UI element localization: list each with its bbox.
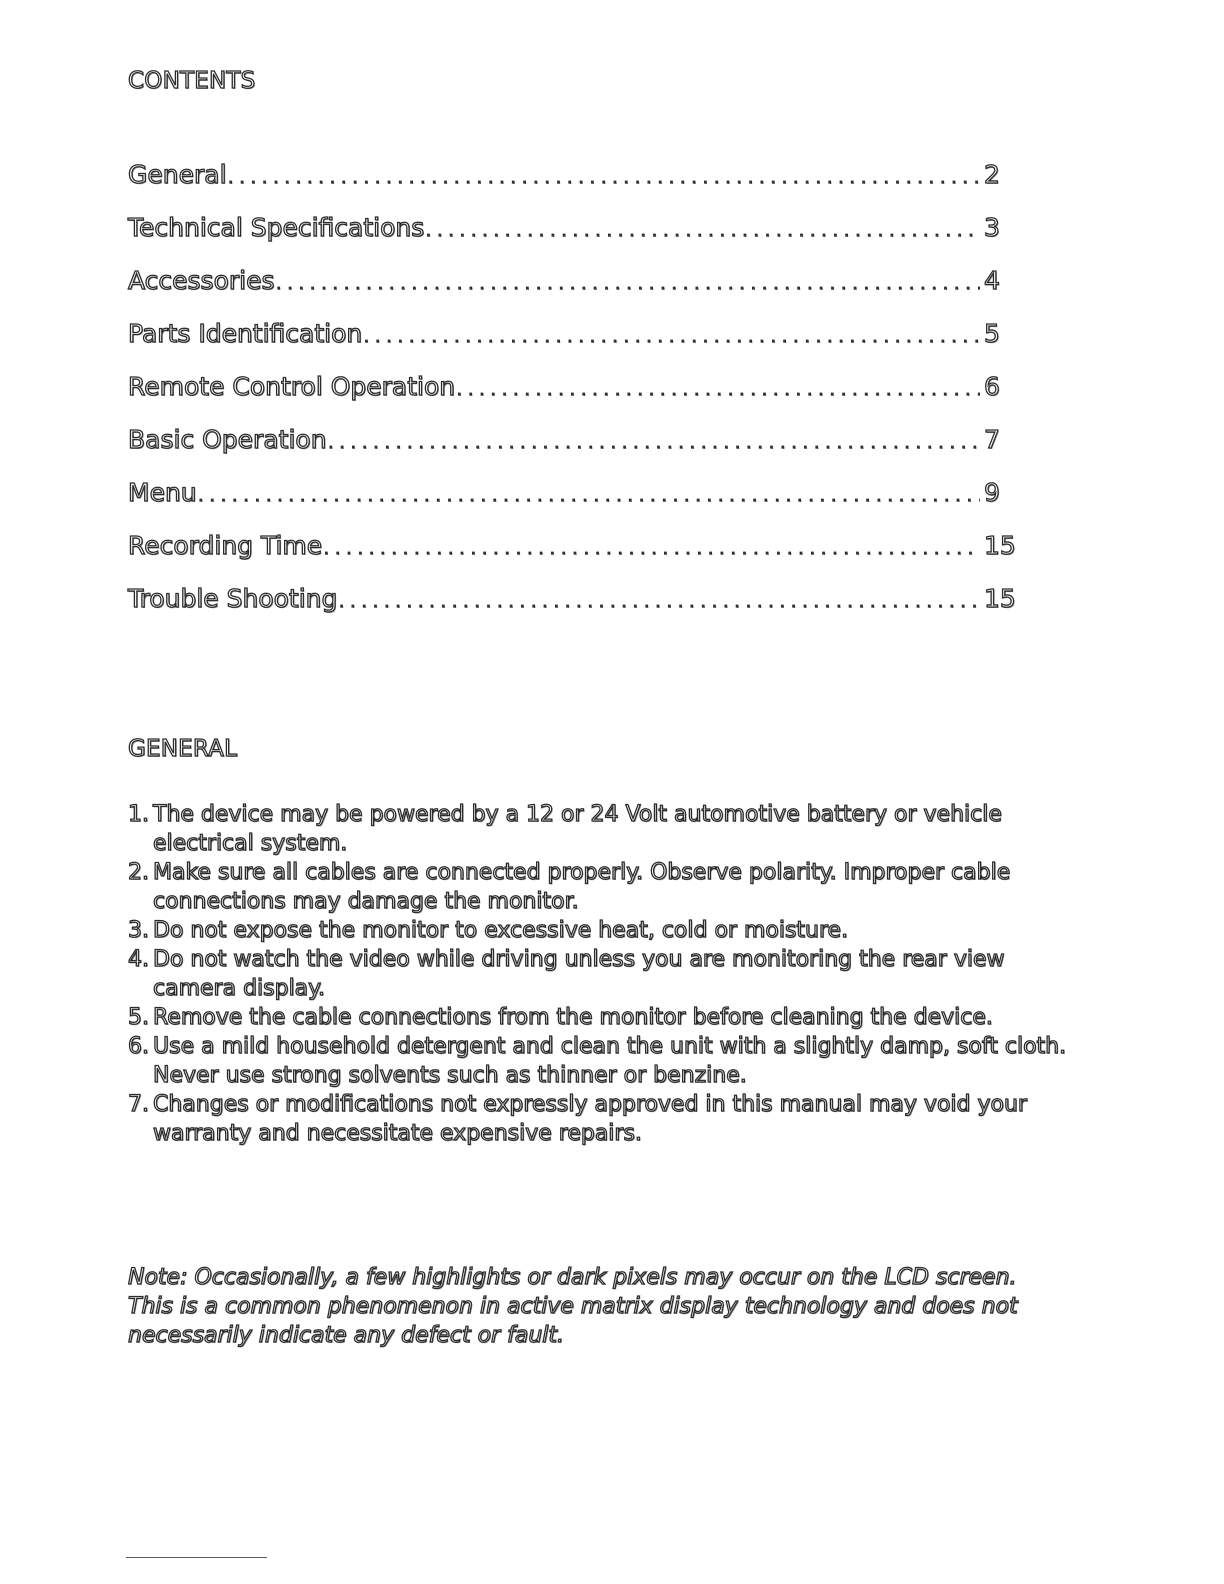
toc-entry-title: Remote Control Operation [128,372,456,401]
toc-entry-title: Parts Identification [128,319,363,348]
toc-entry-title: General [128,160,227,189]
toc-dot-leader [229,171,980,187]
list-item-text: Do not watch the video while driving unless you are monitoring the rear view camera display. [153,947,1005,1001]
list-item-text: The device may be powered by a 12 or 24 Volt automotive battery or vehicle electrical system. [153,802,1002,856]
toc-entry-title: Menu [128,478,197,507]
list-item-number: 1. [128,802,149,827]
toc-entry[interactable] [128,372,1018,425]
contents-heading: CONTENTS [128,68,256,94]
toc-entry-page: 5 [984,319,1000,348]
toc-entry-title: Basic Operation [128,425,327,454]
table-of-contents [128,160,1018,637]
toc-entry[interactable] [128,478,1018,531]
list-item [128,916,1088,945]
toc-entry-title: Recording Time [128,531,323,560]
toc-entry-title: Technical Specifications [128,213,425,242]
toc-entry[interactable] [128,160,1018,213]
toc-entry[interactable] [128,531,1018,584]
note-line: necessarily indicate any defect or fault. [128,1323,564,1348]
note-line: This is a common phenomenon in active matrix display technology and does not [128,1294,1018,1319]
toc-entry-page: 6 [984,372,1000,401]
general-instructions-list [128,800,1088,1148]
toc-entry-page: 2 [984,160,1000,189]
list-item-number: 5. [128,1005,149,1030]
toc-dot-leader [329,436,980,452]
list-item-number: 3. [128,918,149,943]
list-item-text: Make sure all cables are connected properly. Observe polarity. Improper cable connections may damage the monitor. [153,860,1011,914]
toc-dot-leader [364,330,980,346]
toc-entry-title: Accessories [128,266,275,295]
list-item [128,945,1088,1003]
list-item [128,1090,1088,1148]
general-heading: GENERAL [128,736,238,762]
list-item-number: 2. [128,860,149,885]
toc-entry-page: 7 [984,425,1000,454]
list-item-number: 6. [128,1034,149,1059]
list-item [128,800,1088,858]
list-item [128,1032,1088,1090]
toc-entry-page: 15 [984,584,1016,613]
list-item-text: Use a mild household detergent and clean the unit with a slightly damp, soft cloth. Never use strong solvents such as thinner or benzine. [153,1034,1067,1088]
toc-entry-page: 9 [984,478,1000,507]
toc-entry-page: 15 [984,531,1016,560]
toc-dot-leader [324,542,980,558]
list-item-text: Remove the cable connections from the monitor before cleaning the device. [153,1005,993,1030]
list-item-number: 7. [128,1092,149,1117]
note-line: Note: Occasionally, a few highlights or dark pixels may occur on the LCD screen. [128,1265,1017,1290]
list-item-text: Changes or modifications not expressly approved in this manual may void your warranty and necessitate expensive repairs. [153,1092,1027,1146]
list-item-number: 4. [128,947,149,972]
toc-entry-page: 3 [984,213,1000,242]
list-item-text: Do not expose the monitor to excessive heat, cold or moisture. [153,918,849,943]
list-item [128,1003,1088,1032]
list-item [128,858,1088,916]
toc-dot-leader [277,277,980,293]
toc-dot-leader [339,595,980,611]
toc-entry[interactable] [128,319,1018,372]
lcd-pixel-note [128,1263,1088,1350]
toc-entry[interactable] [128,425,1018,478]
toc-entry[interactable] [128,584,1018,637]
toc-dot-leader [426,224,980,240]
toc-entry-page: 4 [984,266,1000,295]
footnote-separator-line [126,1557,267,1558]
toc-entry[interactable] [128,213,1018,266]
toc-dot-leader [199,489,980,505]
toc-dot-leader [457,383,980,399]
toc-entry[interactable] [128,266,1018,319]
toc-entry-title: Trouble Shooting [128,584,338,613]
